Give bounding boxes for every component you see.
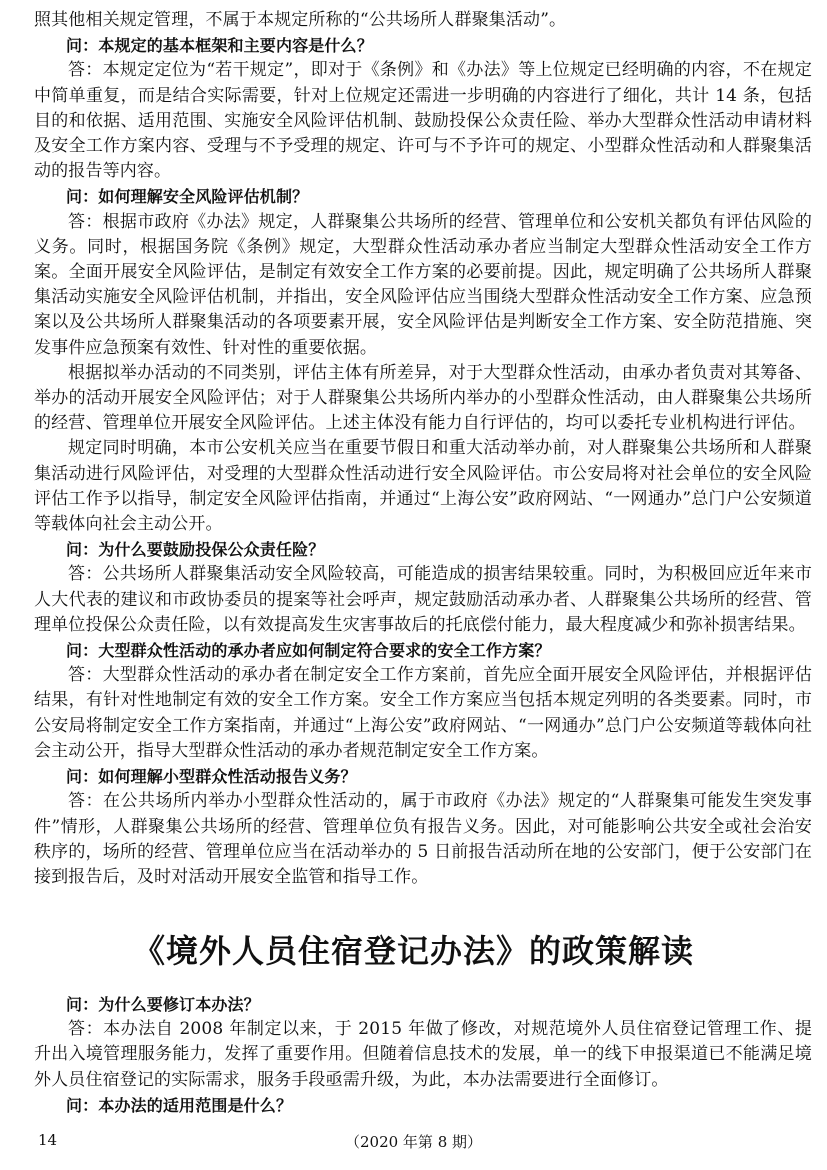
answer-paragraph: 根据拟举办活动的不同类别，评估主体有所差异，对于大型群众性活动，由承办者负责对其筹备、举办的活动开展安全风险评估；对于人群聚集公共场所内举办的小型群众性活动，由人群聚集公共场所的经营、管理单位开展安全风险评估。上述主体没有能力自行评估的，均可以委托专业机构进行评估。 <box>34 362 812 434</box>
answer-paragraph: 规定同时明确，本市公安机关应当在重要节假日和重大活动举办前，对人群聚集公共场所和人群聚集活动进行风险评估，对受理的大型群众性活动进行安全风险评估。市公安局将对社会单位的安全风险评估工作予以指导，制定安全风险评估指南，并通过“上海公安”政府网站、“一网通办”总门户公安频道等载体向社会主动公开。 <box>34 438 812 535</box>
question-heading: 问：本规定的基本框架和主要内容是什么？ <box>66 36 373 56</box>
answer-paragraph: 答：在公共场所内举办小型群众性活动的，属于市政府《办法》规定的“人群聚集可能发生突发事件”情形，人群聚集公共场所的经营、管理单位负有报告义务。因此，对可能影响公共安全或社会治安秩序的，场所的经营、管理单位应当在活动举办的 5 日前报告活动所在地的公安部门，便于公安部门在接到报告后，及时对活动开展安全监管和指导工作。 <box>34 791 812 887</box>
question-heading: 问：为什么要鼓励投保公众责任险？ <box>66 540 325 560</box>
question-heading: 问：为什么要修订本办法？ <box>66 995 260 1014</box>
answer-paragraph: 答：大型群众性活动的承办者在制定安全工作方案前，首先应全面开展安全风险评估，并根据评估结果，有针对性地制定有效的安全工作方案。安全工作方案应当包括本规定列明的各类要素。同时，市公安局将制定安全工作方案指南，并通过“上海公安”政府网站、“一网通办”总门户公安频道等载体向社会主动公开，指导大型群众性活动的承办者规范制定安全工作方案。 <box>34 665 812 761</box>
answer-paragraph: 答：公共场所人群聚集活动安全风险较高，可能造成的损害结果较重。同时，为积极回应近年来市人大代表的建议和市政协委员的提案等社会呼声，规定鼓励活动承办者、人群聚集公共场所的经营、管理单位投保公众责任险，以有效提高发生灾害事故后的托底偿付能力，最大程度减少和弥补损害结果。 <box>34 564 812 635</box>
answer-paragraph: 答：根据市政府《办法》规定，人群聚集公共场所的经营、管理单位和公安机关都负有评估风险的义务。同时，根据国务院《条例》规定，大型群众性活动承办者应当制定大型群众性活动安全工作方案。全面开展安全风险评估，是制定有效安全工作方案的必要前提。因此，规定明确了公共场所人群聚集活动实施安全风险评估机制，并指出，安全风险评估应当围绕大型群众性活动安全工作方案、应急预案以及公共场所人群聚集活动的各项要素开展，安全风险评估是判断安全工作方案、安全防范措施、突发事件应急预案有效性、针对性的重要依据。 <box>34 211 812 358</box>
section-2-body <box>34 992 812 1118</box>
page-number: 14 <box>38 1131 58 1149</box>
question-heading: 问：本办法的适用范围是什么？ <box>66 1095 293 1115</box>
article-title: 《境外人员住宿登记办法》的政策解读 <box>132 932 694 970</box>
paragraph: 照其他相关规定管理，不属于本规定所称的“公共场所人群聚集活动”。 <box>34 10 567 30</box>
question-heading: 问：大型群众性活动的承办者应如何制定符合要求的安全工作方案？ <box>66 641 551 661</box>
issue-label: （2020 年第 8 期） <box>344 1133 483 1151</box>
answer-paragraph: 答：本规定定位为“若干规定”，即对于《条例》和《办法》等上位规定已经明确的内容，不在规定中简单重复，而是结合实际需要，针对上位规定还需进一步明确的内容进行了细化，共计 14 条，包括目的和依据、适用范围、实施安全风险评估机制、鼓励投保公众责任险、举办大型群众性活动申请材料及安全工作方案内容、受理与不予受理的规定、许可与不予许可的规定、小型群众性活动和人群聚集活动的报告等内容。 <box>34 60 812 182</box>
answer-paragraph: 答：本办法自 2008 年制定以来，于 2015 年做了修改，对规范境外人员住宿登记管理工作、提升出入境管理服务能力，发挥了重要作用。但随着信息技术的发展，单一的线下申报渠道已不能满足境外人员住宿登记的实际需求，服务手段亟需升级，为此，本办法需要进行全面修订。 <box>34 1019 812 1090</box>
question-heading: 问：如何理解安全风险评估机制？ <box>66 187 309 207</box>
section-1-body <box>34 8 812 890</box>
question-heading: 问：如何理解小型群众性活动报告义务？ <box>66 767 357 787</box>
